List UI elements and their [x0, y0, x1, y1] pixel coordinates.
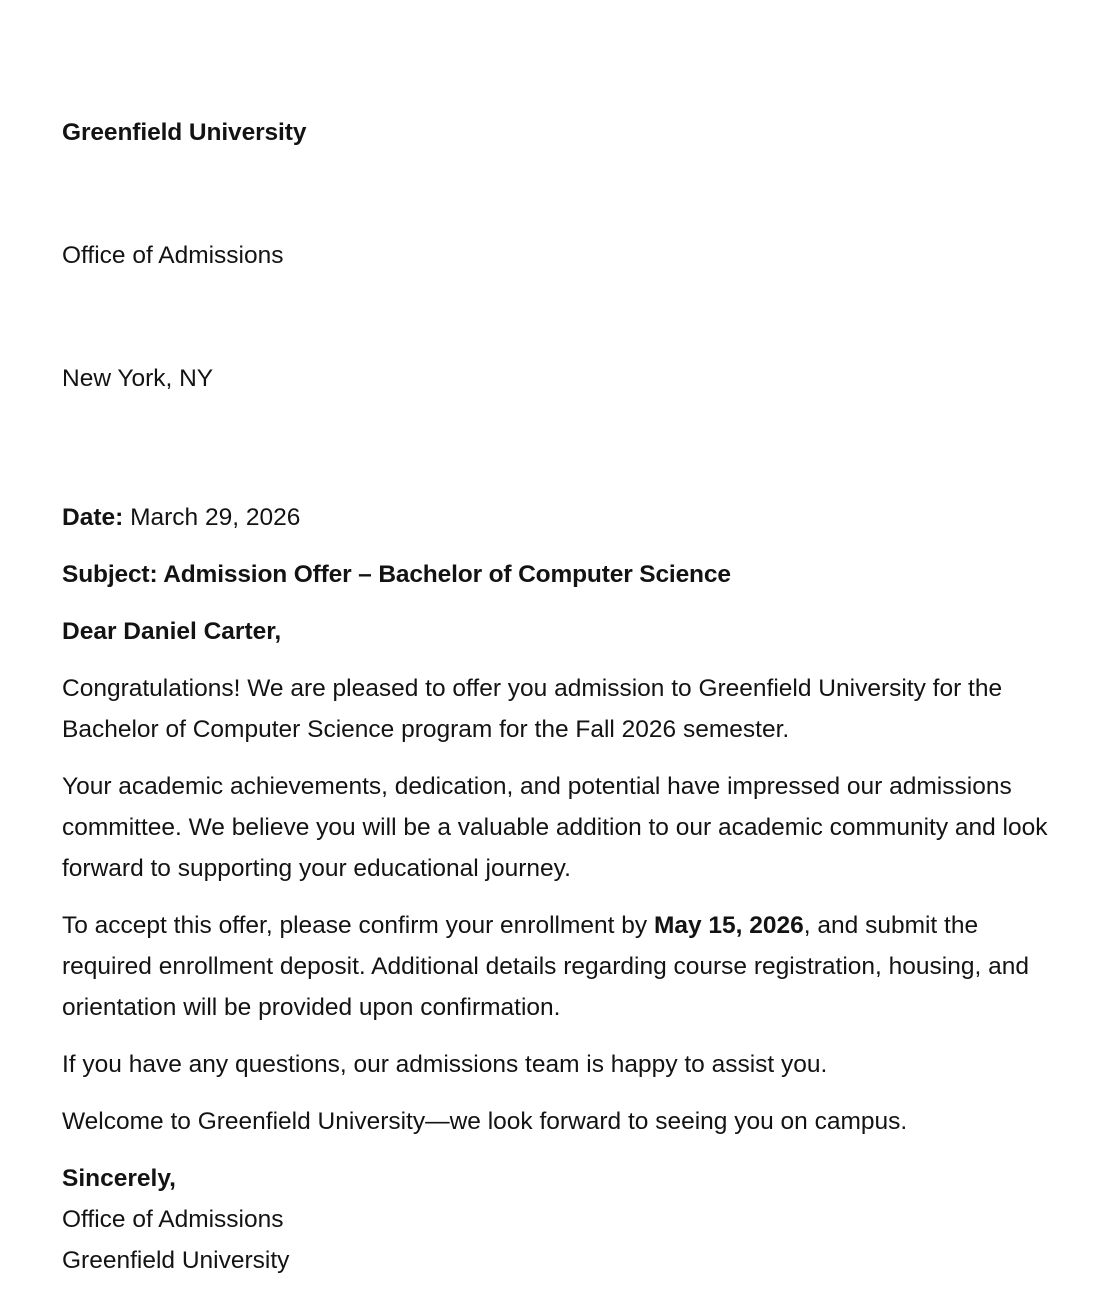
closing-organization: Greenfield University	[62, 1247, 290, 1274]
paragraph-welcome: Welcome to Greenfield University—we look forward to seeing you on campus.	[62, 1108, 908, 1135]
enrollment-deadline: May 15, 2026	[653, 912, 804, 939]
letterhead-department: Office of Admissions	[62, 242, 284, 269]
subject-line: Subject: Admission Offer – Bachelor of Computer Science	[62, 561, 731, 588]
date-value: March 29, 2026	[123, 504, 301, 531]
letterhead-location: New York, NY	[62, 365, 214, 392]
letterhead	[62, 30, 1052, 481]
closing-block	[62, 1158, 1052, 1281]
acceptance-text-before: To accept this offer, please confirm your enrollment by	[62, 912, 654, 939]
letterhead-organization: Greenfield University	[62, 119, 307, 146]
closing-sign-off: Sincerely,	[62, 1165, 176, 1192]
date-line	[62, 497, 1052, 538]
paragraph-congratulations: Congratulations! We are pleased to offer you admission to Greenfield University for the Bachelor of Computer Science program for the Fall 2026 semester.	[62, 675, 1009, 743]
salutation: Dear Daniel Carter,	[62, 618, 282, 645]
paragraph-acceptance	[62, 905, 1052, 1028]
closing-department: Office of Admissions	[62, 1206, 284, 1233]
paragraph-questions: If you have any questions, our admissions team is happy to assist you.	[62, 1051, 828, 1078]
letter-body	[62, 30, 1055, 1281]
paragraph-achievements: Your academic achievements, dedication, and potential have impressed our admissions committee. We believe you will be a valuable addition to our academic community and look forward to supporting your educational journey.	[62, 773, 1055, 882]
acceptance-text-after: , and submit the required enrollment deposit. Additional details regarding course registration, housing, and orientation will be provided upon confirmation.	[62, 912, 1036, 1021]
date-label: Date:	[62, 504, 124, 531]
